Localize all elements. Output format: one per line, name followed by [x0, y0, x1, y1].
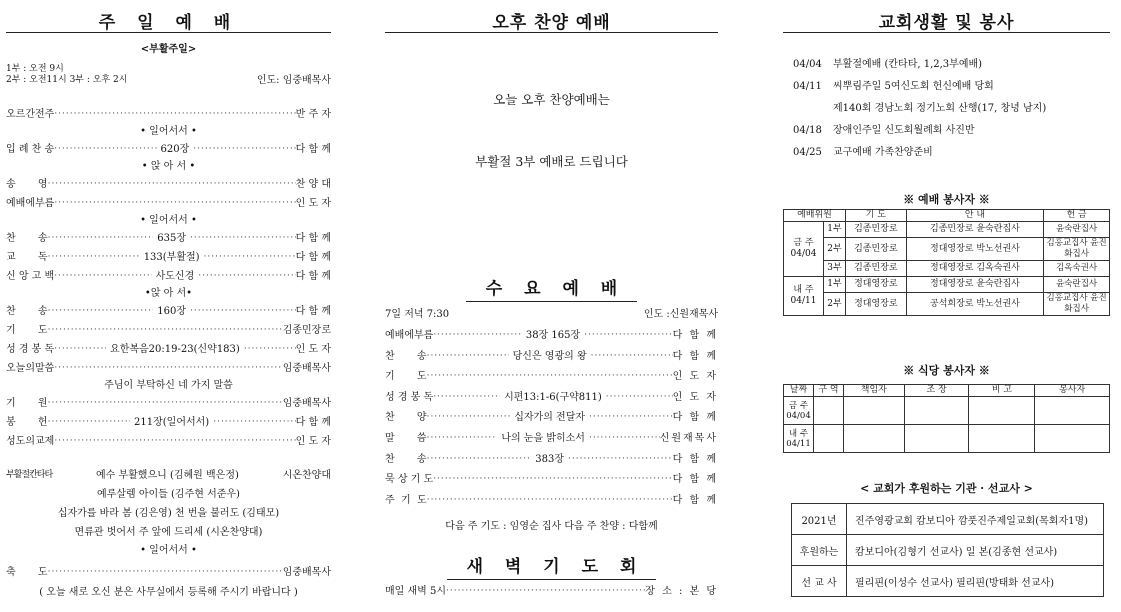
sunday-order-item [6, 359, 331, 378]
meal-cell [813, 425, 843, 453]
order-detail: 133(부활절) [143, 252, 200, 263]
sunday-instruction: 주님이 부탁하신 네 가지 말씀 [104, 380, 233, 391]
meal-cell [969, 425, 1035, 453]
missions-row-2 [792, 535, 1103, 566]
order-detail: 나의 눈을 밝히소서 [501, 433, 585, 444]
service-time-1: 1부 : 오전 9시 [6, 64, 64, 74]
missions-row-3 [792, 566, 1103, 597]
order-leader: 임중배목사 [282, 363, 331, 374]
event-text: 장애인주일 신도회월례회 사진반 [833, 125, 975, 136]
missions-title: < 교회가 후원하는 기관 · 선교사 > [860, 482, 1033, 495]
meal-header: 구 역 [813, 385, 843, 397]
order-detail: 635장 [157, 233, 186, 244]
meal-cell [843, 425, 904, 453]
order-leader: 다 함 께 [672, 350, 718, 362]
sunday-instruction: • 일어서서 • [140, 215, 197, 226]
service-volunteers-table [783, 209, 1110, 316]
order-leader: 인 도 자 [295, 436, 331, 447]
service-part: 3부 [823, 261, 845, 277]
order-leader: 반 주 자 [295, 109, 331, 120]
sunday-order-item [6, 302, 331, 321]
service-part: 2부 [823, 293, 845, 316]
order-leader: 다 함 께 [672, 330, 718, 341]
wednesday-time-row [385, 305, 718, 324]
service-part: 1부 [823, 222, 845, 238]
order-leader: 인 도 자 [672, 391, 719, 403]
sunday-leader: 인도: 임중배목사 [256, 75, 331, 86]
sunday-order-item [6, 248, 331, 267]
meal-header: 날짜 [784, 385, 814, 397]
sunday-order-item [6, 194, 331, 213]
afternoon-line-2: 부활절 3부 예배로 드립니다 [475, 154, 628, 169]
meal-volunteers-table [783, 384, 1110, 453]
sunday-subtitle: <부활주일> [140, 44, 197, 55]
sunday-service-column [6, 0, 331, 612]
order-detail: 383장 [535, 453, 564, 465]
order-label: 찬 송 [6, 306, 48, 317]
wednesday-order-item [385, 388, 718, 407]
cantata-choir: 시온찬양대 [282, 470, 331, 481]
event-date: 04/25 [793, 147, 822, 158]
event-text: 제140회 경남노회 정기노회 산행(17, 창녕 남지) [833, 103, 1047, 114]
wednesday-order-item [385, 408, 718, 427]
order-label: 송 영 [6, 179, 48, 190]
service-part: 2부 [823, 238, 845, 261]
header-offering: 헌 금 [1044, 210, 1110, 222]
meal-cell [904, 425, 969, 453]
order-label: 오늘의말씀 [6, 363, 55, 374]
order-detail: 38장 165장 [525, 330, 581, 341]
order-leader: 인 도 자 [672, 371, 718, 383]
meal-date: 내 주 04/11 [784, 425, 814, 453]
header-committee: 예배위원 [784, 210, 846, 222]
order-leader: 다 함 께 [295, 252, 332, 263]
order-detail: 사도신경 [155, 271, 195, 282]
order-leader: 임중배목사 [282, 398, 331, 409]
dawn-place: 장 소 : 본 당 [645, 586, 718, 597]
meal-date: 금 주 04/04 [784, 397, 814, 425]
wednesday-order-item [385, 491, 718, 510]
order-label: 찬 송 [6, 233, 48, 244]
afternoon-service-title: 오후 찬양 예배 [385, 0, 718, 33]
wednesday-leader: 인도 :신원재목사 [643, 309, 718, 320]
offering-volunteers: 김홍교집사 윤진화집사 [1044, 238, 1110, 261]
header-usher: 안 내 [906, 210, 1043, 222]
order-leader: 다 함 께 [672, 494, 718, 506]
event-date: 04/04 [793, 59, 822, 70]
sunday-order-item [6, 175, 331, 194]
missions-label-2: 선 교 사 [801, 578, 837, 589]
sunday-order-item [6, 394, 331, 413]
sunday-order-item [6, 140, 331, 159]
offering-volunteers: 김옥숙권사 [1044, 261, 1110, 277]
order-label: 예배에부름 [6, 198, 55, 209]
sunday-order-item [6, 340, 331, 359]
event-text: 씨뿌림주일 5여신도회 헌신예배 당회 [833, 81, 994, 92]
blessing-label: 축 도 [6, 567, 48, 578]
meal-cell [969, 397, 1035, 425]
wednesday-time: 7일 저녁 7:30 [385, 309, 450, 320]
order-label: 예배에부름 [385, 330, 434, 341]
missions-text-3: 필리핀(이성수 선교사) 필리핀(방태화 선교사) [846, 566, 1103, 597]
week-label: 금 주 04/04 [784, 222, 824, 277]
church-event [793, 77, 994, 92]
sunday-order-item [6, 413, 331, 432]
missions-text-2: 캄보디아(김형기 선교사) 일 본(김종현 선교사) [846, 535, 1103, 565]
order-leader: 다 함 께 [295, 417, 331, 428]
volunteer-row [784, 277, 1110, 293]
sunday-order-item [6, 321, 331, 340]
prayer-volunteer: 정대영장로 [845, 293, 906, 316]
service-part: 1부 [823, 277, 845, 293]
service-volunteers-title: ※ 예배 봉사자 ※ [903, 193, 990, 206]
missions-year: 2021년 [801, 515, 837, 527]
stand-instruction: • 일어서서 • [140, 545, 197, 556]
sunday-order-item [6, 229, 331, 248]
meal-cell [1035, 425, 1110, 453]
order-leader: 다 함 께 [672, 474, 718, 486]
meal-cell [813, 397, 843, 425]
order-label: 말 씀 [385, 433, 427, 444]
order-label: 주 기 도 [385, 494, 427, 506]
offering-volunteers: 윤숙란집사 [1044, 222, 1110, 238]
order-leader: 다 함 께 [672, 453, 719, 465]
meal-header: 봉사자 [1035, 385, 1110, 397]
order-label: 찬 송 [385, 453, 427, 465]
event-text: 부활절예배 (칸타타, 1,2,3부예배) [833, 59, 983, 70]
order-detail: 요한복음20:19-23(신약183) [110, 344, 240, 355]
order-leader: 다 함 께 [295, 233, 332, 244]
order-leader: 다 함 께 [295, 144, 331, 155]
wednesday-order-item [385, 367, 718, 386]
cantata-row [6, 466, 331, 485]
order-leader: 인 도 자 [295, 198, 331, 209]
sunday-order-item [6, 105, 331, 124]
blessing-leader: 임중배목사 [282, 567, 331, 578]
wednesday-order-item [385, 450, 718, 469]
order-label: 기 도 [385, 371, 427, 383]
order-detail: 160장 [157, 306, 186, 317]
missions-text-1: 진주영광교회 캄보디아 깜풋진주제일교회(목회자1명) [846, 504, 1103, 534]
order-label: 찬 양 [385, 412, 427, 424]
order-label: 입 례 찬 송 [6, 144, 55, 155]
event-date: 04/18 [793, 125, 822, 136]
volunteer-row [784, 293, 1110, 316]
meal-cell [904, 397, 969, 425]
order-leader: 김종민장로 [282, 325, 331, 336]
usher-volunteers: 김종민장로 윤숙란집사 [906, 222, 1043, 238]
missions-row-1 [792, 504, 1103, 535]
next-week-duties: 다음 주 기도 : 임영순 집사 다음 주 찬양 : 다함께 [445, 521, 658, 532]
prayer-volunteer: 정대영장로 [845, 277, 906, 293]
church-life-title: 교회생활 및 봉사 [783, 0, 1110, 33]
meal-header: 책임자 [843, 385, 904, 397]
order-label: 오르간전주 [6, 109, 55, 120]
dawn-prayer-row [385, 582, 718, 601]
order-label: 기 도 [6, 325, 48, 336]
order-label: 성 경 봉 독 [385, 391, 434, 403]
order-leader: 다 함 께 [672, 412, 719, 424]
order-label: 신 앙 고 백 [6, 271, 55, 282]
order-label: 봉 헌 [6, 417, 48, 428]
usher-volunteers: 정대영장로 박노선권사 [906, 238, 1043, 261]
worship-middle-column [385, 0, 718, 612]
service-time-2: 2부 : 오전11시 3부 : 오후 2시 [6, 75, 128, 85]
service-times [6, 64, 127, 86]
afternoon-line-1: 오늘 오후 찬양예배는 [493, 92, 610, 107]
order-label: 묵 상 기 도 [385, 474, 434, 486]
prayer-volunteer: 김종민장로 [845, 261, 906, 277]
sunday-instruction: • 일어서서 • [140, 126, 197, 137]
missions-box [791, 503, 1104, 597]
newcomer-notice: ( 오늘 새로 오신 분은 사무실에서 등록해 주시기 바랍니다 ) [39, 587, 298, 598]
order-label: 찬 송 [385, 350, 427, 362]
church-life-column [783, 0, 1110, 612]
usher-volunteers: 정대영장로 윤숙란집사 [906, 277, 1043, 293]
cantata-piece-4: 면류관 벗어서 주 앞에 드리세 (시온찬양대) [74, 527, 263, 538]
missions-label-1: 후원하는 [799, 546, 839, 558]
wednesday-order-item [385, 347, 718, 366]
offering-volunteers: 김홍교집사 윤진화집사 [1044, 293, 1110, 316]
meal-volunteers-title: ※ 식당 봉사자 ※ [903, 364, 990, 377]
order-label: 교 독 [6, 252, 48, 263]
cantata-piece-1: 예수 부활했으니 (김혜원 백은정) [95, 470, 239, 481]
cantata-piece-2: 예루살렘 아이들 (김주현 서준우) [97, 489, 240, 500]
meal-cell [1035, 397, 1110, 425]
sunday-order-item [6, 432, 331, 451]
volunteer-row [784, 238, 1110, 261]
event-text: 교구예배 가족찬양준비 [833, 147, 933, 158]
order-label: 성 경 봉 독 [6, 344, 55, 355]
usher-volunteers: 정대영장로 김옥숙권사 [906, 261, 1043, 277]
meal-row [784, 425, 1110, 453]
church-event [793, 99, 1046, 114]
prayer-volunteer: 김종민장로 [845, 222, 906, 238]
event-date: 04/11 [793, 81, 822, 92]
sunday-instruction: • 앉 아 서 • [141, 161, 196, 172]
order-detail: 당신은 영광의 왕 [512, 350, 587, 362]
order-detail: 620장 [160, 144, 190, 155]
usher-volunteers: 공석희장로 박노선권사 [906, 293, 1043, 316]
order-leader: 신원재목사 [659, 433, 718, 444]
meal-header: 비 고 [969, 385, 1035, 397]
dawn-prayer-title: 새 벽 기 도 회 [385, 552, 718, 580]
church-event [793, 121, 975, 136]
order-leader: 다 함 께 [295, 306, 332, 317]
order-detail: 시편13:1-6(구약811) [504, 391, 602, 403]
week-label: 내 주 04/11 [784, 277, 824, 316]
sunday-instruction: •앉 아 서• [144, 288, 193, 299]
header-prayer: 기 도 [845, 210, 906, 222]
sunday-order-item [6, 267, 331, 286]
wednesday-order-item [385, 326, 718, 345]
meal-header: 조 장 [904, 385, 969, 397]
order-leader: 다 함 께 [295, 271, 332, 282]
order-detail: 211장(일어서서) [134, 417, 210, 428]
order-label: 성도의교제 [6, 436, 55, 447]
dawn-time: 매일 새벽 5시 [385, 586, 447, 597]
order-leader: 찬 양 대 [295, 179, 331, 190]
order-label: 기 원 [6, 398, 48, 409]
volunteer-row [784, 261, 1110, 277]
wednesday-service-title: 수 요 예 배 [385, 274, 718, 302]
order-detail: 십자가의 전달자 [514, 412, 586, 424]
offering-volunteers: 윤숙란집사 [1044, 277, 1110, 293]
church-event [793, 55, 982, 70]
meal-row [784, 397, 1110, 425]
meal-cell [843, 397, 904, 425]
order-leader: 인 도 자 [295, 344, 331, 355]
church-event [793, 143, 933, 158]
prayer-volunteer: 김종민장로 [845, 238, 906, 261]
volunteer-row [784, 222, 1110, 238]
wednesday-order-item [385, 470, 718, 489]
cantata-label: 부활절칸타타 [6, 470, 53, 480]
sunday-service-title: 주 일 예 배 [6, 0, 331, 33]
cantata-piece-3: 십자가를 바라 봄 (김은영) 천 번을 불러도 (김태모) [57, 508, 280, 519]
wednesday-order-item [385, 429, 718, 448]
blessing-row [6, 563, 331, 582]
